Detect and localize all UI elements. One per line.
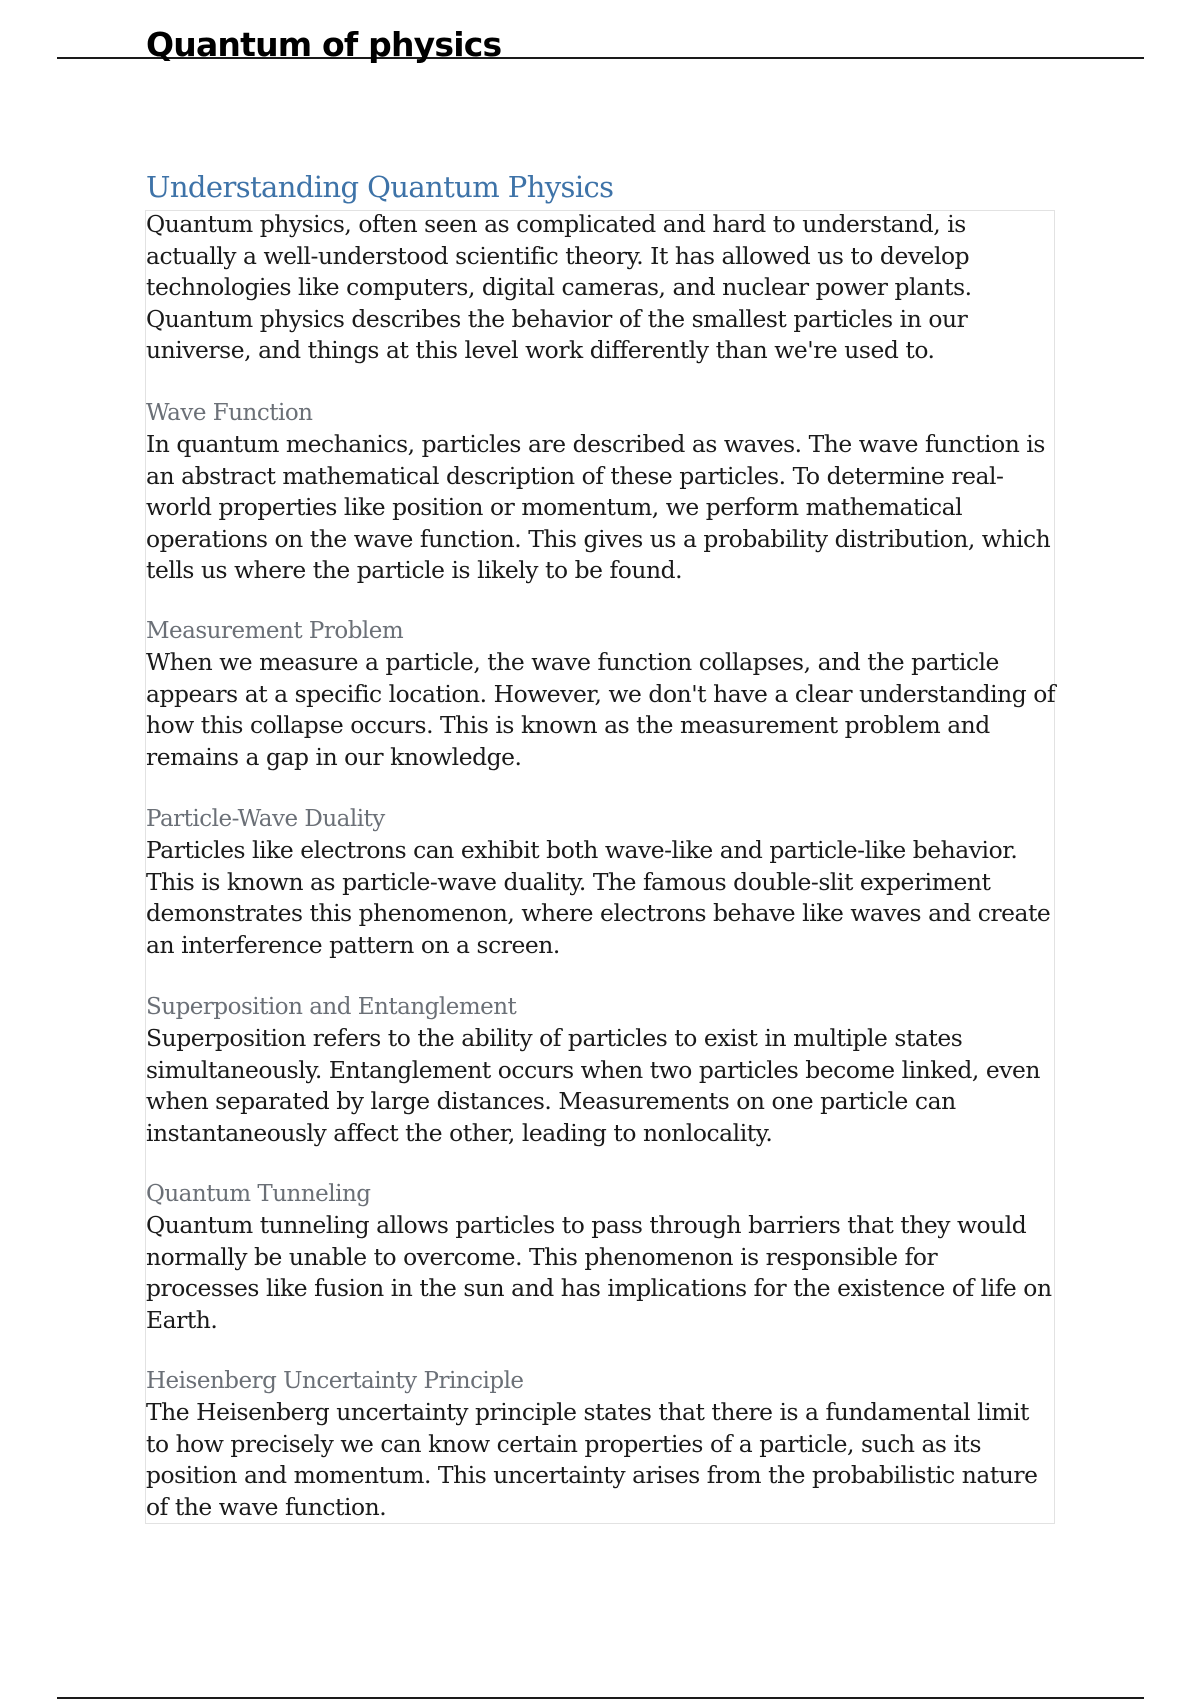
section-heading: Particle-Wave Duality (146, 806, 385, 832)
section-quantum-tunneling (146, 1178, 1056, 1336)
section-wave-function (146, 397, 1056, 587)
section-body: Quantum tunneling allows particles to pass through barriers that they would normally be unable to overcome. This phenomenon is responsible for processes like fusion in the sun and has implications for the existence of life on Earth. (146, 1211, 1052, 1334)
section-body: Superposition refers to the ability of particles to exist in multiple states simultaneously. Entanglement occurs when two particles become linked, even when separated by large distances. Measurements on one particle can instantaneously affect the other, leading to nonlocality. (146, 1024, 1041, 1147)
section-heading: Quantum Tunneling (146, 1181, 371, 1207)
section-body: The Heisenberg uncertainty principle states that there is a fundamental limit to how precisely we can know certain properties of a particle, such as its position and momentum. This uncertainty arises from the probabilistic nature of the wave function. (146, 1398, 1038, 1521)
section-superposition-entanglement (146, 991, 1056, 1149)
section-measurement-problem (146, 615, 1056, 773)
section-heading: Heisenberg Uncertainty Principle (146, 1368, 524, 1394)
intro-paragraph-block (146, 209, 1046, 367)
section-heading: Wave Function (146, 400, 313, 426)
section-body: Particles like electrons can exhibit both wave-like and particle-like behavior. This is known as particle-wave duality. The famous double-slit experiment demonstrates this phenomenon, where electrons behave like waves and create an interference pattern on a screen. (146, 836, 1051, 959)
section-particle-wave-duality (146, 803, 1056, 961)
section-body: In quantum mechanics, particles are described as waves. The wave function is an abstract mathematical description of these particles. To determine real-world properties like position or momentum, we perform mathematical operations on the wave function. This gives us a probability distribution, which tells us where the particle is likely to be found. (146, 430, 1051, 584)
main-heading: Understanding Quantum Physics (146, 170, 614, 204)
document-title: Quantum of physics (146, 25, 502, 64)
section-heading: Superposition and Entanglement (146, 994, 517, 1020)
intro-paragraph: Quantum physics, often seen as complicated and hard to understand, is actually a well-understood scientific theory. It has allowed us to develop technologies like computers, digital cameras, and nuclear power plants. Quantum physics describes the behavior of the smallest particles in our universe, and things at this level work differently than we're used to. (146, 210, 972, 364)
section-body: When we measure a particle, the wave function collapses, and the particle appears at a specific location. However, we don't have a clear understanding of how this collapse occurs. This is known as the measurement problem and remains a gap in our knowledge. (146, 648, 1056, 771)
section-heisenberg-uncertainty (146, 1365, 1056, 1523)
section-heading: Measurement Problem (146, 618, 404, 644)
footer-rule (57, 1697, 1144, 1699)
